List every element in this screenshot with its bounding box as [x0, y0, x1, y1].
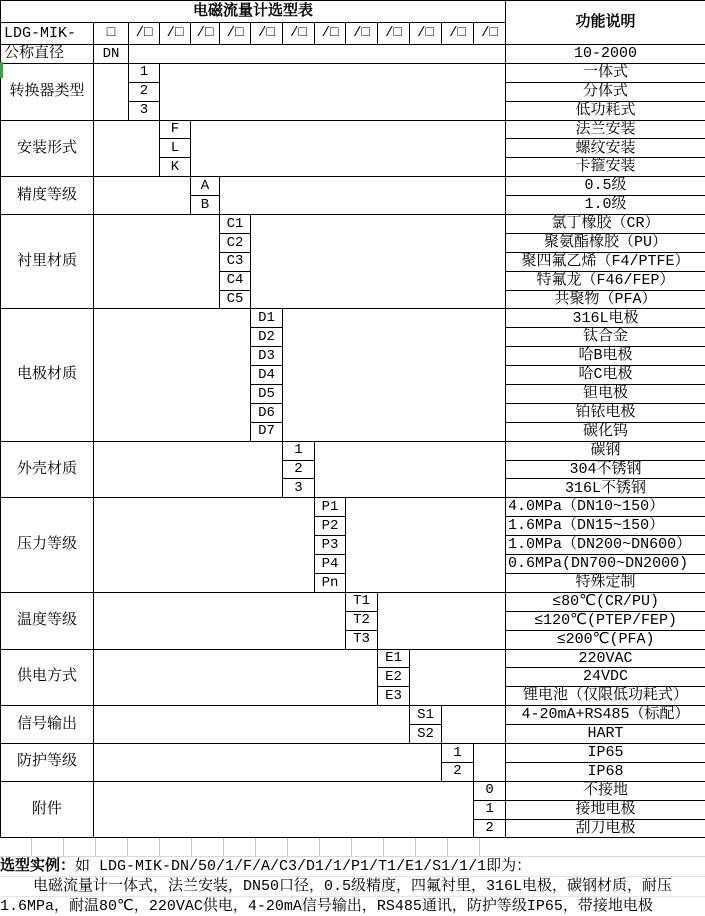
model-slot: /□	[378, 23, 410, 45]
desc-cell: 聚四氟乙烯（F4/PTFE）	[506, 252, 705, 271]
code-cell: E1	[378, 649, 410, 668]
diameter-code: DN	[94, 45, 129, 64]
spreadsheet-grid-strip	[0, 838, 705, 857]
code-cell: 1	[129, 63, 160, 82]
desc-cell: IP65	[506, 743, 705, 762]
category-label: 外壳材质	[1, 441, 94, 498]
code-cell: T1	[346, 592, 378, 611]
code-cell: C1	[220, 215, 251, 234]
desc-cell: 铂铱电极	[506, 403, 705, 422]
model-slot: /□	[251, 23, 283, 45]
code-cell: D1	[251, 309, 283, 328]
category-label: 温度等级	[1, 592, 94, 649]
desc-cell: 24VDC	[506, 668, 705, 687]
desc-cell: 钛合金	[506, 328, 705, 347]
filler-cell	[283, 309, 506, 441]
filler-cell	[160, 63, 506, 120]
desc-cell: ≤120℃(PTEP/FEP)	[506, 611, 705, 630]
code-cell: 1	[474, 800, 506, 819]
model-slot: /□	[315, 23, 346, 45]
table-title: 电磁流量计选型表	[1, 1, 506, 23]
diameter-desc: 10-2000	[506, 45, 705, 64]
code-cell: C2	[220, 233, 251, 252]
desc-cell: 一体式	[506, 63, 705, 82]
code-cell: F	[160, 120, 191, 139]
code-cell: 2	[129, 82, 160, 101]
code-cell: 0	[474, 781, 506, 800]
example-intro: 如 LDG-MIK-DN/50/1/F/A/C3/D1/1/P1/T1/E1/S1/1/1即为：	[75, 858, 532, 876]
category-label: 防护等级	[1, 743, 94, 781]
filler-cell	[94, 309, 251, 441]
desc-cell: 螺纹安装	[506, 139, 705, 158]
desc-cell: 1.0级	[506, 196, 705, 215]
filler-cell	[129, 45, 506, 64]
code-cell: E3	[378, 687, 410, 706]
desc-cell: 接地电极	[506, 800, 705, 819]
desc-cell: 316L不锈钢	[506, 479, 705, 498]
filler-cell	[315, 441, 506, 498]
code-cell: 2	[283, 460, 315, 479]
model-slot: /□	[220, 23, 251, 45]
category-label: 附件	[1, 781, 94, 838]
model-slot: /□	[442, 23, 474, 45]
model-slot: /□	[474, 23, 506, 45]
category-label: 电极材质	[1, 309, 94, 441]
filler-cell	[94, 63, 129, 120]
model-slot: /□	[160, 23, 191, 45]
desc-cell: HART	[506, 725, 705, 744]
code-cell: 3	[283, 479, 315, 498]
filler-cell	[251, 215, 506, 309]
desc-cell: 法兰安装	[506, 120, 705, 139]
code-cell: T2	[346, 611, 378, 630]
filler-cell	[94, 592, 346, 649]
category-label: 转换器类型	[1, 63, 94, 120]
filler-cell	[94, 120, 160, 177]
desc-cell: 分体式	[506, 82, 705, 101]
desc-cell: 304不锈钢	[506, 460, 705, 479]
filler-cell	[94, 706, 410, 744]
desc-cell: 碳化钨	[506, 422, 705, 441]
desc-cell: 哈B电极	[506, 347, 705, 366]
category-label: 压力等级	[1, 498, 94, 592]
code-cell: K	[160, 158, 191, 177]
model-slot: /□	[410, 23, 442, 45]
desc-cell: 1.0MPa（DN200~DN600）	[506, 536, 705, 555]
code-cell: D3	[251, 347, 283, 366]
category-label: 供电方式	[1, 649, 94, 706]
desc-cell: ≤80℃(CR/PU)	[506, 592, 705, 611]
filler-cell	[94, 215, 220, 309]
code-cell: S2	[410, 725, 442, 744]
desc-cell: 4.0MPa（DN10~150）	[506, 498, 705, 517]
model-prefix: LDG-MIK-	[1, 23, 94, 45]
code-cell: 1	[442, 743, 474, 762]
code-cell: P2	[315, 517, 346, 536]
code-cell: B	[191, 196, 220, 215]
code-cell: L	[160, 139, 191, 158]
code-cell: 3	[129, 101, 160, 120]
desc-cell: 0.5级	[506, 177, 705, 196]
code-cell: Pn	[315, 573, 346, 592]
desc-cell: 不接地	[506, 781, 705, 800]
code-cell: P1	[315, 498, 346, 517]
desc-cell: 1.6MPa（DN15~150）	[506, 517, 705, 536]
filler-cell	[410, 649, 506, 706]
code-cell: D4	[251, 366, 283, 385]
diameter-label: 公称直径	[1, 45, 94, 64]
desc-cell: 共聚物（PFA）	[506, 290, 705, 309]
filler-cell	[474, 743, 506, 781]
code-cell: C3	[220, 252, 251, 271]
filler-cell	[220, 177, 506, 215]
model-slot: /□	[191, 23, 220, 45]
filler-cell	[94, 781, 474, 838]
model-slot: /□	[283, 23, 315, 45]
desc-cell: 钽电极	[506, 385, 705, 404]
example-heading: 选型实例：	[0, 858, 76, 876]
desc-cell: 特氟龙（F46/FEP）	[506, 271, 705, 290]
filler-cell	[94, 441, 283, 498]
desc-cell: 锂电池（仅限低功耗式）	[506, 687, 705, 706]
model-slot: /□	[346, 23, 378, 45]
code-cell: T3	[346, 630, 378, 649]
example-line2: 电磁流量计一体式，法兰安装，DN50口径，0.5级精度，四氟衬里，316L电极，碳钢材质，耐压	[0, 877, 705, 897]
desc-cell: 220VAC	[506, 649, 705, 668]
code-cell: D5	[251, 385, 283, 404]
code-cell: C4	[220, 271, 251, 290]
code-cell: 2	[442, 762, 474, 781]
desc-cell: 4-20mA+RS485（标配）	[506, 706, 705, 725]
filler-cell	[378, 592, 506, 649]
filler-cell	[191, 120, 506, 177]
filler-cell	[94, 743, 442, 781]
desc-cell: IP68	[506, 762, 705, 781]
desc-cell: 碳钢	[506, 441, 705, 460]
function-header: 功能说明	[506, 1, 705, 45]
code-cell: D6	[251, 403, 283, 422]
model-slot: /□	[129, 23, 160, 45]
code-cell: P3	[315, 536, 346, 555]
category-rows	[1, 63, 705, 838]
desc-cell: 0.6MPa(DN700~DN2000)	[506, 555, 705, 574]
desc-cell: 氯丁橡胶（CR）	[506, 215, 705, 234]
desc-cell: ≤200℃(PFA)	[506, 630, 705, 649]
code-cell: C5	[220, 290, 251, 309]
code-cell: P4	[315, 555, 346, 574]
code-cell: D2	[251, 328, 283, 347]
code-cell: 1	[283, 441, 315, 460]
code-cell: A	[191, 177, 220, 196]
code-cell: 2	[474, 819, 506, 838]
filler-cell	[442, 706, 506, 744]
desc-cell: 卡箍安装	[506, 158, 705, 177]
filler-cell	[346, 498, 506, 592]
code-cell: E2	[378, 668, 410, 687]
desc-cell: 低功耗式	[506, 101, 705, 120]
code-cell: D7	[251, 422, 283, 441]
example-section	[0, 857, 705, 916]
category-label: 信号输出	[1, 706, 94, 744]
example-line3: 1.6MPa，耐温80℃，220VAC供电，4-20mA信号输出，RS485通讯，防护等级IP65，带接地电极	[0, 898, 653, 916]
category-label: 安装形式	[1, 120, 94, 177]
filler-cell	[94, 177, 191, 215]
filler-cell	[94, 498, 315, 592]
category-label: 精度等级	[1, 177, 94, 215]
filler-cell	[94, 649, 378, 706]
desc-cell: 316L电极	[506, 309, 705, 328]
example-line1	[0, 857, 705, 877]
desc-cell: 刮刀电极	[506, 819, 705, 838]
desc-cell: 特殊定制	[506, 573, 705, 592]
desc-cell: 聚氨酯橡胶（PU）	[506, 233, 705, 252]
model-box: □	[94, 23, 129, 45]
category-label: 衬里材质	[1, 215, 94, 309]
desc-cell: 哈C电极	[506, 366, 705, 385]
green-selection-marker	[0, 62, 3, 78]
code-cell: S1	[410, 706, 442, 725]
